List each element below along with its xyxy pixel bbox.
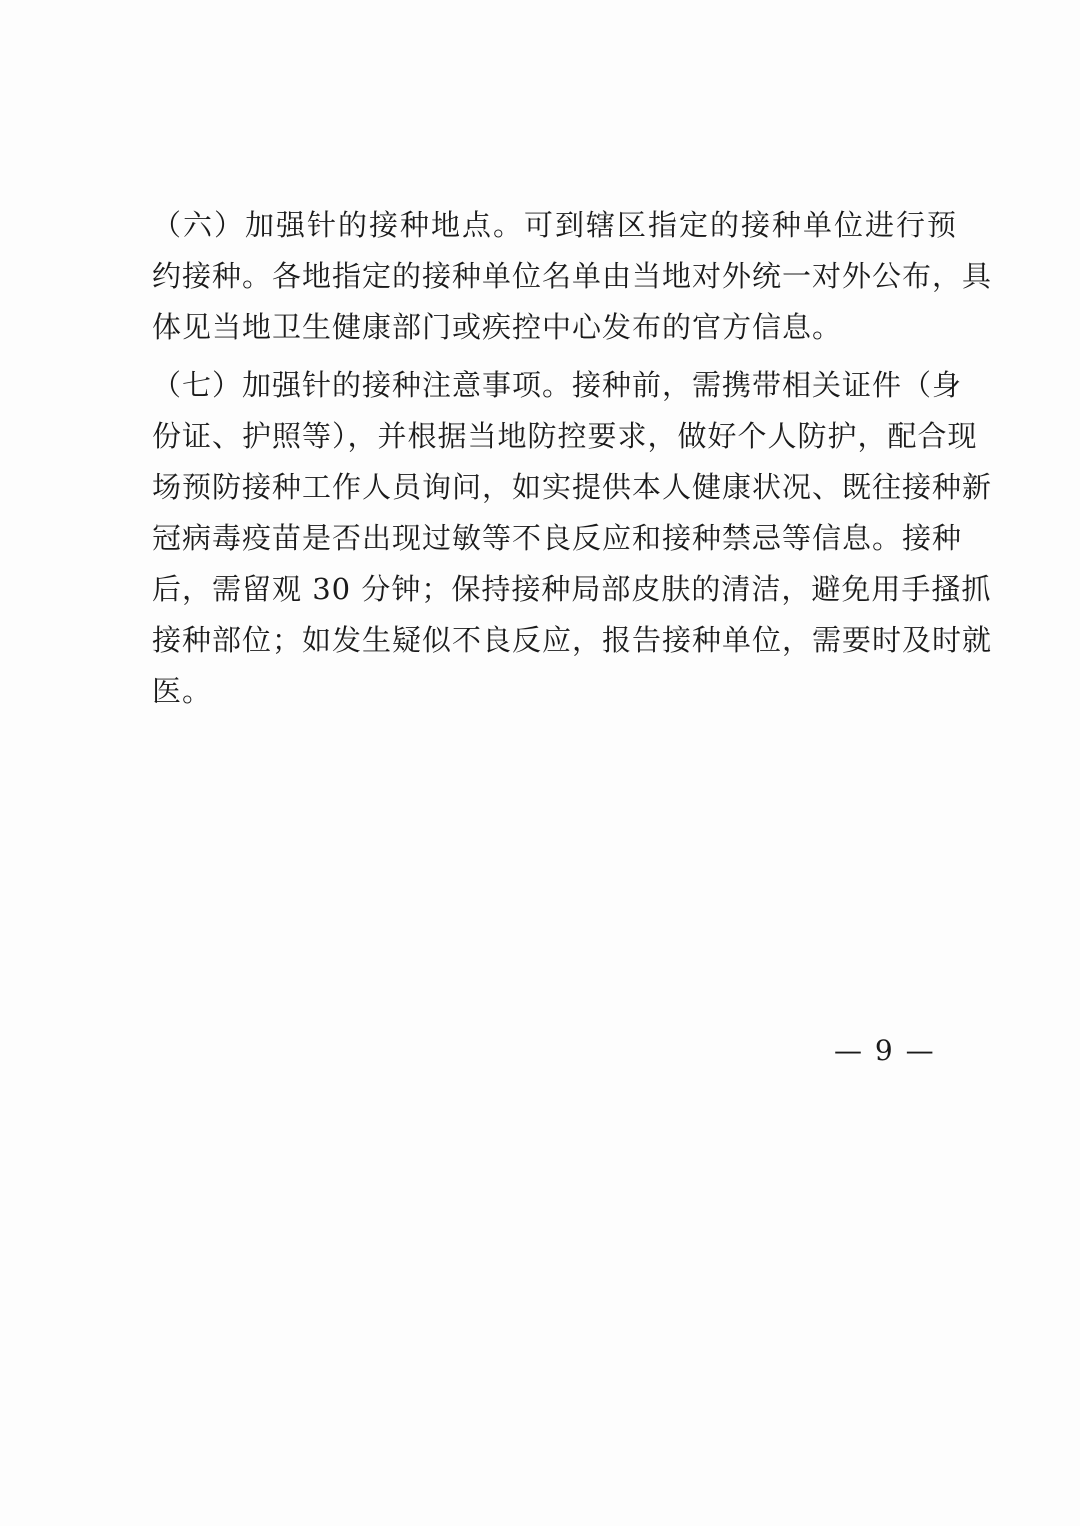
text-line: 接种部位；如发生疑似不良反应，报告接种单位，需要时及时就 [152, 623, 993, 657]
paragraph-vaccination-location [152, 200, 993, 353]
text-line: 场预防接种工作人员询问，如实提供本人健康状况、既往接种新 [152, 470, 993, 504]
text-line: （六）加强针的接种地点。可到辖区指定的接种单位进行预 [152, 208, 957, 242]
text-line: 约接种。各地指定的接种单位名单由当地对外统一对外公布，具 [152, 259, 993, 293]
text-line: 体见当地卫生健康部门或疾控中心发布的官方信息。 [152, 310, 843, 344]
text-line: 冠病毒疫苗是否出现过敏等不良反应和接种禁忌等信息。接种 [152, 521, 963, 555]
text-line: 后，需留观 30 分钟；保持接种局部皮肤的清洁，避免用手搔抓 [152, 572, 992, 606]
text-line: （七）加强针的接种注意事项。接种前，需携带相关证件（身 [152, 368, 963, 402]
document-body [152, 200, 993, 724]
text-line: 份证、护照等），并根据当地防控要求，做好个人防护，配合现 [152, 419, 978, 453]
page-number: — 9 — [834, 1034, 936, 1067]
paragraph-vaccination-notes [152, 360, 993, 717]
text-line: 医。 [152, 674, 213, 708]
